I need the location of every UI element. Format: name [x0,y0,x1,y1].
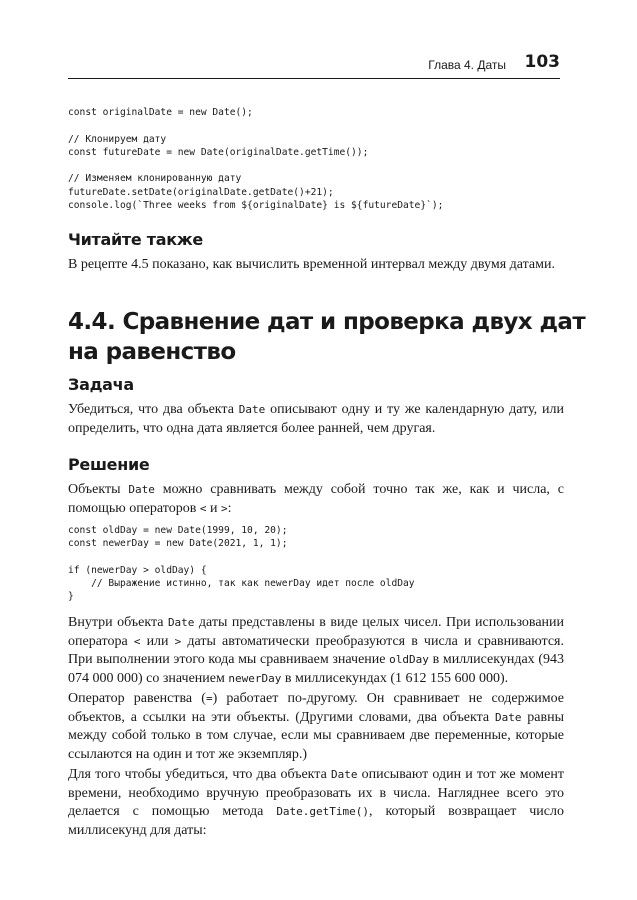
solution-paragraph-1: Внутри объекта Date даты представлены в виде целых чисел. При использовании оператора < или > даты автоматически преобразуются в числа и сравниваются. При выполнении этого кода мы сравниваем значение oldDay в миллисекундах (943 074 000 000) со значением newerDay в миллисекундах (1 612 155 600 000). [68,615,565,686]
inline-code: > [220,501,228,515]
code-block-clone-date: const originalDate = new Date(); // Клонируем дату const futureDate = new Date(originalDate.getTime()); // Изменяем клонированную дату futureDate.setDate(originalDate.getDate()+21); console.log(`Three weeks from ${originalDate} is ${futureDate}`); [68,107,444,212]
inline-code: < [133,634,141,648]
running-header [68,52,560,79]
see-also-heading: Читайте также [68,230,203,249]
see-also-text: В рецепте 4.5 показано, как вычислить временной интервал между двумя датами. [68,257,555,272]
code-block-compare-dates: const oldDay = new Date(1999, 10, 20); const newerDay = new Date(2021, 1, 1); if (newerDay > oldDay) { // Выражение истинно, так как newerDay идет после oldDay } [68,525,415,603]
section-title [68,307,585,367]
section-title-line-2: на равенство [68,339,236,365]
solution-paragraph-2: Оператор равенства (=) работает по-другому. Он сравнивает не содержимое объектов, а ссылки на эти объекты. (Другими словами, два объекта Date равны между собой только в том случае, если мы сравниваем две переменные, которые ссылаются на один и тот же экземпляр.) [68,691,564,762]
inline-code: Date [330,768,358,781]
inline-code: Date [128,483,155,496]
inline-code: Date.getTime() [276,805,370,818]
inline-code: newerDay [228,671,282,685]
solution-intro-text: Объекты Date можно сравнивать между собой точно так же, как и числа, с помощью операторов < и >: [68,482,565,516]
inline-code: > [174,634,182,648]
inline-code: Date [167,616,195,629]
inline-code: Date [238,403,266,416]
solution-paragraph-3: Для того чтобы убедиться, что два объекта Date описывают один и тот же момент времени, необходимо вручную преобразовать их в числа. Нагляднее всего это делается с помощью метода Date.getTime(), который возвращает число миллисекунд для даты: [68,767,565,838]
inline-code: = [205,692,213,705]
inline-code: Date [494,710,522,724]
task-heading: Задача [68,375,134,394]
inline-code: < [199,501,207,515]
task-text: Убедиться, что два объекта Date описывают одну и ту же календарную дату, или определить, что одна дата является более ранней, чем другая. [68,402,564,436]
inline-code: oldDay [389,653,429,666]
chapter-title: Глава 4. Даты [428,58,506,72]
page-number: 103 [524,52,560,72]
section-title-line-1: 4.4. Сравнение дат и проверка двух дат [68,309,586,335]
solution-heading: Решение [68,455,150,474]
